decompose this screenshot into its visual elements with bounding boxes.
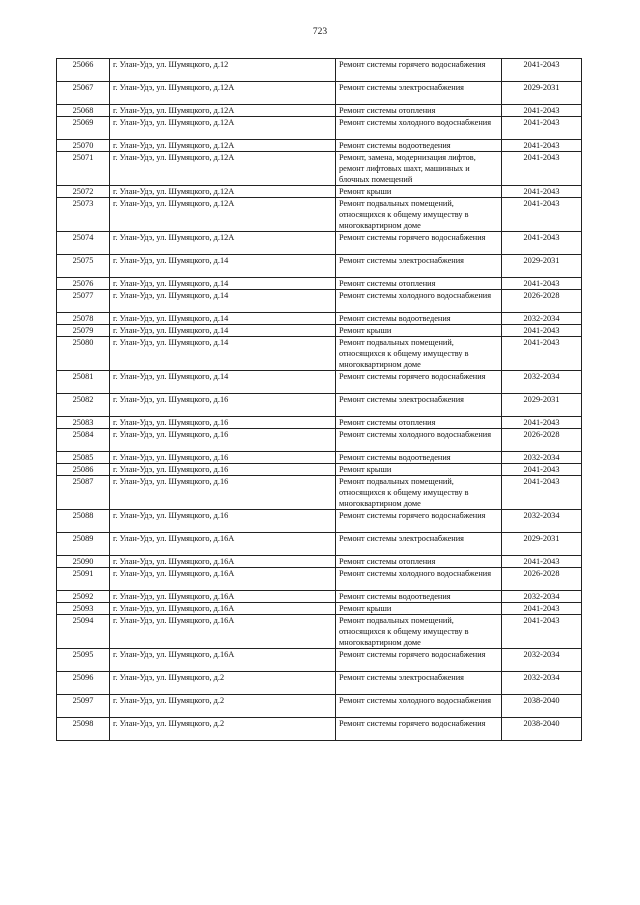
row-id-cell: 25066	[57, 59, 110, 82]
period-cell: 2041-2043	[502, 476, 582, 510]
row-id-cell: 25072	[57, 186, 110, 198]
address-cell: г. Улан-Удэ, ул. Шумяцкого, д.16А	[110, 591, 336, 603]
period-cell: 2041-2043	[502, 337, 582, 371]
address-cell: г. Улан-Удэ, ул. Шумяцкого, д.14	[110, 371, 336, 394]
table-row	[57, 533, 582, 556]
period-cell: 2029-2031	[502, 533, 582, 556]
table-row	[57, 325, 582, 337]
period-cell: 2041-2043	[502, 464, 582, 476]
period-cell: 2029-2031	[502, 394, 582, 417]
work-type-cell: Ремонт системы холодного водоснабжения	[336, 695, 502, 718]
row-id-cell: 25075	[57, 255, 110, 278]
row-id-cell: 25090	[57, 556, 110, 568]
repair-schedule-table	[56, 58, 582, 741]
period-cell: 2041-2043	[502, 603, 582, 615]
period-cell: 2041-2043	[502, 615, 582, 649]
table-row	[57, 603, 582, 615]
row-id-cell: 25086	[57, 464, 110, 476]
address-cell: г. Улан-Удэ, ул. Шумяцкого, д.2	[110, 718, 336, 741]
address-cell: г. Улан-Удэ, ул. Шумяцкого, д.16А	[110, 649, 336, 672]
work-type-cell: Ремонт системы холодного водоснабжения	[336, 117, 502, 140]
period-cell: 2041-2043	[502, 325, 582, 337]
table-row	[57, 59, 582, 82]
table-row	[57, 417, 582, 429]
address-cell: г. Улан-Удэ, ул. Шумяцкого, д.14	[110, 255, 336, 278]
period-cell: 2041-2043	[502, 105, 582, 117]
address-cell: г. Улан-Удэ, ул. Шумяцкого, д.16А	[110, 568, 336, 591]
table-row	[57, 649, 582, 672]
row-id-cell: 25068	[57, 105, 110, 117]
work-type-cell: Ремонт подвальных помещений, относящихся к общему имуществу в многоквартирном доме	[336, 615, 502, 649]
table-row	[57, 510, 582, 533]
table-row	[57, 232, 582, 255]
period-cell: 2041-2043	[502, 59, 582, 82]
row-id-cell: 25077	[57, 290, 110, 313]
table-row	[57, 198, 582, 232]
work-type-cell: Ремонт системы отопления	[336, 105, 502, 117]
row-id-cell: 25089	[57, 533, 110, 556]
period-cell: 2041-2043	[502, 556, 582, 568]
address-cell: г. Улан-Удэ, ул. Шумяцкого, д.12А	[110, 105, 336, 117]
address-cell: г. Улан-Удэ, ул. Шумяцкого, д.16	[110, 394, 336, 417]
period-cell: 2032-2034	[502, 313, 582, 325]
work-type-cell: Ремонт крыши	[336, 464, 502, 476]
address-cell: г. Улан-Удэ, ул. Шумяцкого, д.12	[110, 59, 336, 82]
address-cell: г. Улан-Удэ, ул. Шумяцкого, д.12А	[110, 152, 336, 186]
period-cell: 2029-2031	[502, 82, 582, 105]
work-type-cell: Ремонт системы электроснабжения	[336, 255, 502, 278]
row-id-cell: 25081	[57, 371, 110, 394]
period-cell: 2041-2043	[502, 198, 582, 232]
address-cell: г. Улан-Удэ, ул. Шумяцкого, д.16	[110, 452, 336, 464]
table-row	[57, 718, 582, 741]
address-cell: г. Улан-Удэ, ул. Шумяцкого, д.14	[110, 290, 336, 313]
row-id-cell: 25080	[57, 337, 110, 371]
page-number: 723	[312, 27, 328, 37]
address-cell: г. Улан-Удэ, ул. Шумяцкого, д.16	[110, 464, 336, 476]
address-cell: г. Улан-Удэ, ул. Шумяцкого, д.12А	[110, 186, 336, 198]
row-id-cell: 25093	[57, 603, 110, 615]
row-id-cell: 25078	[57, 313, 110, 325]
period-cell: 2038-2040	[502, 695, 582, 718]
address-cell: г. Улан-Удэ, ул. Шумяцкого, д.12А	[110, 82, 336, 105]
period-cell: 2032-2034	[502, 649, 582, 672]
row-id-cell: 25076	[57, 278, 110, 290]
row-id-cell: 25069	[57, 117, 110, 140]
address-cell: г. Улан-Удэ, ул. Шумяцкого, д.12А	[110, 140, 336, 152]
period-cell: 2029-2031	[502, 255, 582, 278]
address-cell: г. Улан-Удэ, ул. Шумяцкого, д.2	[110, 672, 336, 695]
table-row	[57, 82, 582, 105]
address-cell: г. Улан-Удэ, ул. Шумяцкого, д.16	[110, 476, 336, 510]
work-type-cell: Ремонт системы горячего водоснабжения	[336, 371, 502, 394]
table-row	[57, 255, 582, 278]
period-cell: 2041-2043	[502, 140, 582, 152]
row-id-cell: 25095	[57, 649, 110, 672]
work-type-cell: Ремонт системы отопления	[336, 556, 502, 568]
work-type-cell: Ремонт подвальных помещений, относящихся к общему имуществу в многоквартирном доме	[336, 198, 502, 232]
address-cell: г. Улан-Удэ, ул. Шумяцкого, д.14	[110, 337, 336, 371]
row-id-cell: 25091	[57, 568, 110, 591]
table-row	[57, 672, 582, 695]
work-type-cell: Ремонт подвальных помещений, относящихся к общему имуществу в многоквартирном доме	[336, 337, 502, 371]
table-row	[57, 313, 582, 325]
table-row	[57, 140, 582, 152]
work-type-cell: Ремонт крыши	[336, 186, 502, 198]
table-row	[57, 117, 582, 140]
address-cell: г. Улан-Удэ, ул. Шумяцкого, д.14	[110, 313, 336, 325]
table-body	[57, 59, 582, 741]
address-cell: г. Улан-Удэ, ул. Шумяцкого, д.12А	[110, 117, 336, 140]
work-type-cell: Ремонт системы холодного водоснабжения	[336, 568, 502, 591]
table-row	[57, 452, 582, 464]
period-cell: 2032-2034	[502, 371, 582, 394]
address-cell: г. Улан-Удэ, ул. Шумяцкого, д.16А	[110, 556, 336, 568]
table-row	[57, 152, 582, 186]
table-row	[57, 695, 582, 718]
row-id-cell: 25070	[57, 140, 110, 152]
work-type-cell: Ремонт крыши	[336, 603, 502, 615]
row-id-cell: 25088	[57, 510, 110, 533]
address-cell: г. Улан-Удэ, ул. Шумяцкого, д.16А	[110, 603, 336, 615]
work-type-cell: Ремонт системы водоотведения	[336, 452, 502, 464]
period-cell: 2041-2043	[502, 117, 582, 140]
row-id-cell: 25073	[57, 198, 110, 232]
address-cell: г. Улан-Удэ, ул. Шумяцкого, д.16	[110, 510, 336, 533]
work-type-cell: Ремонт системы электроснабжения	[336, 394, 502, 417]
work-type-cell: Ремонт системы горячего водоснабжения	[336, 649, 502, 672]
table-row	[57, 615, 582, 649]
address-cell: г. Улан-Удэ, ул. Шумяцкого, д.2	[110, 695, 336, 718]
period-cell: 2041-2043	[502, 278, 582, 290]
period-cell: 2032-2034	[502, 510, 582, 533]
work-type-cell: Ремонт системы отопления	[336, 278, 502, 290]
table-row	[57, 556, 582, 568]
address-cell: г. Улан-Удэ, ул. Шумяцкого, д.14	[110, 278, 336, 290]
work-type-cell: Ремонт, замена, модернизация лифтов, ремонт лифтовых шахт, машинных и блочных помещений	[336, 152, 502, 186]
address-cell: г. Улан-Удэ, ул. Шумяцкого, д.16А	[110, 615, 336, 649]
row-id-cell: 25074	[57, 232, 110, 255]
address-cell: г. Улан-Удэ, ул. Шумяцкого, д.16	[110, 417, 336, 429]
address-cell: г. Улан-Удэ, ул. Шумяцкого, д.12А	[110, 232, 336, 255]
address-cell: г. Улан-Удэ, ул. Шумяцкого, д.14	[110, 325, 336, 337]
address-cell: г. Улан-Удэ, ул. Шумяцкого, д.12А	[110, 198, 336, 232]
address-cell: г. Улан-Удэ, ул. Шумяцкого, д.16А	[110, 533, 336, 556]
work-type-cell: Ремонт системы холодного водоснабжения	[336, 290, 502, 313]
period-cell: 2032-2034	[502, 452, 582, 464]
table-row	[57, 290, 582, 313]
table-row	[57, 394, 582, 417]
work-type-cell: Ремонт системы горячего водоснабжения	[336, 59, 502, 82]
work-type-cell: Ремонт системы электроснабжения	[336, 672, 502, 695]
work-type-cell: Ремонт подвальных помещений, относящихся к общему имуществу в многоквартирном доме	[336, 476, 502, 510]
work-type-cell: Ремонт крыши	[336, 325, 502, 337]
address-cell: г. Улан-Удэ, ул. Шумяцкого, д.16	[110, 429, 336, 452]
row-id-cell: 25087	[57, 476, 110, 510]
work-type-cell: Ремонт системы горячего водоснабжения	[336, 510, 502, 533]
row-id-cell: 25096	[57, 672, 110, 695]
table-row	[57, 337, 582, 371]
period-cell: 2041-2043	[502, 232, 582, 255]
period-cell: 2041-2043	[502, 186, 582, 198]
period-cell: 2026-2028	[502, 568, 582, 591]
table-row	[57, 476, 582, 510]
row-id-cell: 25085	[57, 452, 110, 464]
work-type-cell: Ремонт системы водоотведения	[336, 591, 502, 603]
period-cell: 2026-2028	[502, 290, 582, 313]
table-row	[57, 464, 582, 476]
table-row	[57, 371, 582, 394]
table-row	[57, 278, 582, 290]
table-row	[57, 186, 582, 198]
period-cell: 2038-2040	[502, 718, 582, 741]
work-type-cell: Ремонт системы горячего водоснабжения	[336, 718, 502, 741]
row-id-cell: 25094	[57, 615, 110, 649]
row-id-cell: 25084	[57, 429, 110, 452]
row-id-cell: 25071	[57, 152, 110, 186]
work-type-cell: Ремонт системы отопления	[336, 417, 502, 429]
row-id-cell: 25083	[57, 417, 110, 429]
table-row	[57, 568, 582, 591]
work-type-cell: Ремонт системы водоотведения	[336, 313, 502, 325]
period-cell: 2041-2043	[502, 152, 582, 186]
row-id-cell: 25067	[57, 82, 110, 105]
period-cell: 2032-2034	[502, 591, 582, 603]
row-id-cell: 25082	[57, 394, 110, 417]
table-row	[57, 429, 582, 452]
work-type-cell: Ремонт системы электроснабжения	[336, 533, 502, 556]
work-type-cell: Ремонт системы холодного водоснабжения	[336, 429, 502, 452]
table-row	[57, 591, 582, 603]
period-cell: 2032-2034	[502, 672, 582, 695]
row-id-cell: 25097	[57, 695, 110, 718]
row-id-cell: 25092	[57, 591, 110, 603]
row-id-cell: 25098	[57, 718, 110, 741]
work-type-cell: Ремонт системы водоотведения	[336, 140, 502, 152]
table-row	[57, 105, 582, 117]
work-type-cell: Ремонт системы горячего водоснабжения	[336, 232, 502, 255]
work-type-cell: Ремонт системы электроснабжения	[336, 82, 502, 105]
row-id-cell: 25079	[57, 325, 110, 337]
period-cell: 2041-2043	[502, 417, 582, 429]
period-cell: 2026-2028	[502, 429, 582, 452]
